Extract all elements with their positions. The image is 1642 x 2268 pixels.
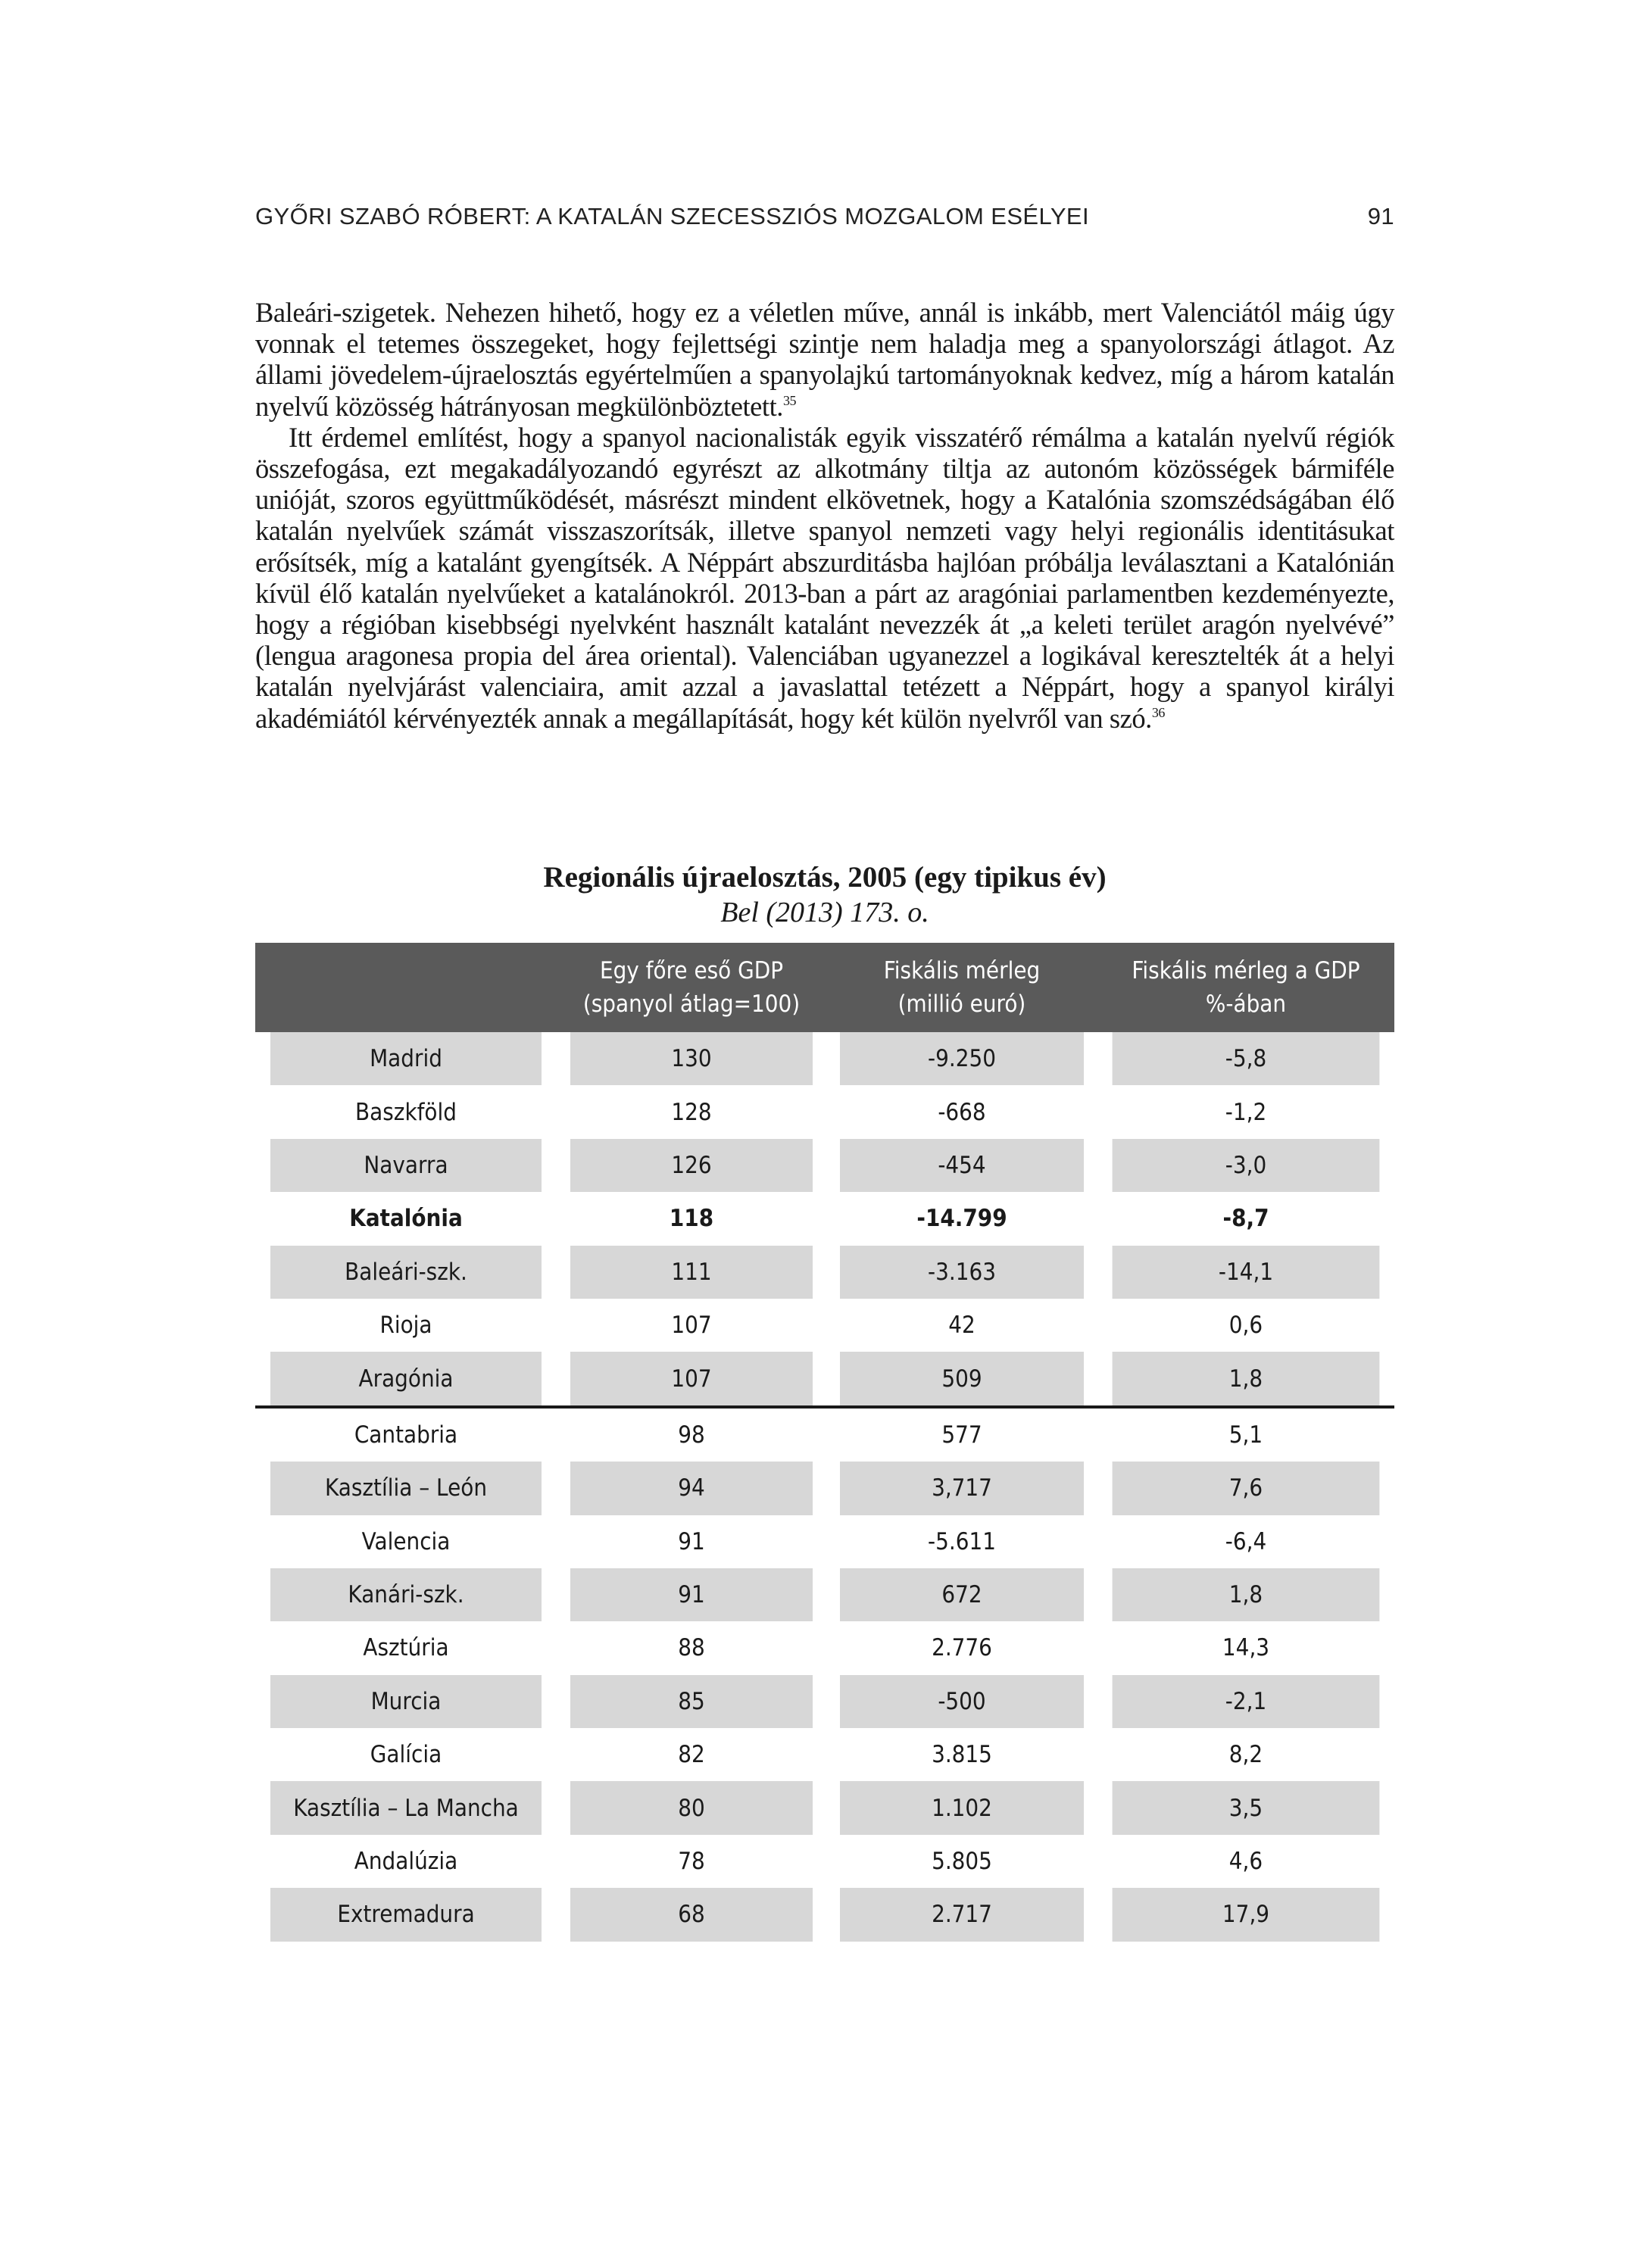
cell-region: Baleári-szk. xyxy=(270,1246,542,1299)
cell-region: Katalónia xyxy=(349,1205,463,1233)
cell-gdp: 85 xyxy=(570,1675,813,1728)
cell-gdp: 88 xyxy=(678,1634,705,1662)
cell-region: Valencia xyxy=(361,1527,451,1555)
cell-gdp: 111 xyxy=(570,1246,813,1299)
cell-pct: 5,1 xyxy=(1228,1421,1263,1449)
cell-balance: -9.250 xyxy=(840,1032,1084,1085)
cell-gdp: 91 xyxy=(678,1527,705,1555)
cell-region: Aragónia xyxy=(270,1352,542,1406)
cell-gdp: 94 xyxy=(570,1462,813,1515)
cell-balance: 3,717 xyxy=(840,1462,1084,1515)
table-row-highlighted xyxy=(255,1192,1394,1245)
column-header-pct-line1: Fiskális mérleg a GDP xyxy=(1132,957,1360,984)
table-row xyxy=(255,1246,1394,1299)
column-header-region xyxy=(255,943,557,1032)
table-row xyxy=(255,1085,1394,1138)
cell-region: Kasztília – La Mancha xyxy=(270,1781,542,1834)
column-header-pct xyxy=(1097,943,1394,1032)
body-text xyxy=(255,297,1394,734)
cell-balance: 577 xyxy=(941,1421,982,1449)
cell-balance: 3.815 xyxy=(932,1741,992,1769)
cell-balance: -3.163 xyxy=(840,1246,1084,1299)
cell-balance: -454 xyxy=(840,1139,1084,1192)
cell-gdp: 68 xyxy=(570,1888,813,1941)
cell-region: Baszkföld xyxy=(355,1098,457,1126)
cell-region: Asztúria xyxy=(363,1634,449,1662)
running-title: GYŐRI SZABÓ RÓBERT: A KATALÁN SZECESSZIÓS MOZGALOM ESÉLYEI xyxy=(255,203,1090,229)
table-row xyxy=(255,1352,1394,1406)
cell-pct: -5,8 xyxy=(1113,1032,1380,1085)
cell-balance: -500 xyxy=(840,1675,1084,1728)
table-row xyxy=(255,1568,1394,1621)
cell-pct: 8,2 xyxy=(1228,1741,1263,1769)
cell-gdp: 118 xyxy=(669,1205,714,1233)
cell-pct: 0,6 xyxy=(1228,1312,1263,1340)
column-header-gdp xyxy=(557,943,826,1032)
cell-balance: 2.776 xyxy=(932,1634,992,1662)
cell-pct: -6,4 xyxy=(1225,1527,1267,1555)
cell-pct: -2,1 xyxy=(1113,1675,1380,1728)
cell-balance: 42 xyxy=(948,1312,976,1340)
cell-balance: 672 xyxy=(840,1568,1084,1621)
cell-gdp: 107 xyxy=(671,1312,712,1340)
cell-pct: -8,7 xyxy=(1222,1205,1269,1233)
table-source: Bel (2013) 173. o. xyxy=(720,897,929,928)
cell-region: Extremadura xyxy=(270,1888,542,1941)
cell-region: Murcia xyxy=(270,1675,542,1728)
table-row xyxy=(255,1621,1394,1674)
cell-gdp: 107 xyxy=(570,1352,813,1406)
column-header-balance xyxy=(826,943,1097,1032)
cell-gdp: 130 xyxy=(570,1032,813,1085)
cell-gdp: 80 xyxy=(570,1781,813,1834)
cell-pct: 1,8 xyxy=(1113,1568,1380,1621)
table-row xyxy=(255,1888,1394,1941)
cell-gdp: 82 xyxy=(678,1741,705,1769)
table-row xyxy=(255,1515,1394,1568)
cell-region: Cantabria xyxy=(354,1421,458,1449)
cell-gdp: 128 xyxy=(671,1098,712,1126)
cell-pct: 4,6 xyxy=(1228,1848,1263,1876)
cell-region: Kasztília – León xyxy=(270,1462,542,1515)
cell-balance: 2.717 xyxy=(840,1888,1084,1941)
cell-region: Rioja xyxy=(379,1312,432,1340)
cell-pct: -1,2 xyxy=(1225,1098,1267,1126)
table-row xyxy=(255,1675,1394,1728)
cell-region: Galícia xyxy=(370,1741,442,1769)
paragraph-2-text: Itt érdemel említést, hogy a spanyol nacionalisták egyik visszatérő rémálma a katalán nyelvű régiók összefogása, ezt megakadályozandó egyrészt az alkotmány tiltja az autonóm közösségek bármiféle unióját, szoros együttműködését, másrészt mindent elkövetnek, hogy a Katalónia szomszédságában élő katalán nyelvűek számát visszaszorítsák, illetve spanyol nemzeti vagy helyi regionális identitásukat erősítsék, míg a katalánt gyengítsék. A Néppárt abszurditásba hajlóan próbálja leválasztani a Katalónián kívül élő katalán nyelvűeket a katalánokról. 2013-ban a párt az aragóniai parlamentben kezdeményezte, hogy a régióban kisebbségi nyelvként használt katalánt nevezzék át „a keleti terület aragón nyelvévé” (lengua aragonesa propia del área oriental). Valenciában ugyanezzel a logikával keresztelték át a helyi katalán nyelvjárást valenciaira, amit azzal a javaslattal tetézett a Néppárt, hogy a spanyol királyi akadémiától kérvényezték annak a megállapítását, hogy két külön nyelvről van szó. xyxy=(255,421,1394,734)
cell-region: Kanári-szk. xyxy=(270,1568,542,1621)
cell-pct: 7,6 xyxy=(1113,1462,1380,1515)
table-row xyxy=(255,1462,1394,1515)
cell-pct: 1,8 xyxy=(1113,1352,1380,1406)
cell-gdp: 98 xyxy=(678,1421,705,1449)
paragraph-1 xyxy=(255,297,1394,422)
column-header-gdp-line1: Egy főre eső GDP xyxy=(599,957,784,984)
paragraph-2 xyxy=(255,422,1394,734)
cell-pct: -14,1 xyxy=(1113,1246,1380,1299)
column-header-balance-line2: (millió euró) xyxy=(897,990,1026,1018)
footnote-ref-36: 36 xyxy=(1151,704,1165,720)
cell-pct: -3,0 xyxy=(1113,1139,1380,1192)
paragraph-1-text: Baleári-szigetek. Nehezen hihető, hogy ez a véletlen műve, annál is inkább, mert Valenciától máig úgy vonnak el tetemes összegeket, hogy fejlettségi szintje nem haladja meg a spanyolországi átlagot. Az állami jövedelem-újraelosztás egyértelműen a spanyolajkú tartományoknak kedvez, míg a három katalán nyelvű közösség hátrányosan megkülönböztetett. xyxy=(255,297,1394,422)
cell-balance: 5.805 xyxy=(932,1848,992,1876)
column-header-pct-line2: %-ában xyxy=(1205,990,1287,1018)
cell-gdp: 78 xyxy=(678,1848,705,1876)
table-row xyxy=(255,1407,1394,1462)
cell-pct: 14,3 xyxy=(1222,1634,1270,1662)
cell-balance: 509 xyxy=(840,1352,1084,1406)
page-number: 91 xyxy=(1367,203,1394,229)
cell-gdp: 126 xyxy=(570,1139,813,1192)
table-row xyxy=(255,1728,1394,1781)
cell-balance: -5.611 xyxy=(928,1527,996,1555)
table-title: Regionális újraelosztás, 2005 (egy tipikus év) xyxy=(543,861,1107,894)
table-row xyxy=(255,1781,1394,1834)
cell-region: Navarra xyxy=(270,1139,542,1192)
column-header-balance-line1: Fiskális mérleg xyxy=(883,957,1041,984)
table-row xyxy=(255,1032,1394,1085)
table-row xyxy=(255,1835,1394,1888)
cell-region: Madrid xyxy=(270,1032,542,1085)
table-row xyxy=(255,1299,1394,1352)
column-header-gdp-line2: (spanyol átlag=100) xyxy=(582,990,801,1018)
redistribution-table xyxy=(255,943,1394,1942)
running-header xyxy=(255,203,1394,233)
cell-balance: -14.799 xyxy=(916,1205,1007,1233)
table-header-row xyxy=(255,943,1394,1032)
cell-pct: 17,9 xyxy=(1113,1888,1380,1941)
cell-balance: 1.102 xyxy=(840,1781,1084,1834)
cell-balance: -668 xyxy=(938,1098,986,1126)
footnote-ref-35: 35 xyxy=(782,392,797,408)
cell-region: Andalúzia xyxy=(354,1848,458,1876)
cell-gdp: 91 xyxy=(570,1568,813,1621)
cell-pct: 3,5 xyxy=(1113,1781,1380,1834)
table-row xyxy=(255,1139,1394,1192)
